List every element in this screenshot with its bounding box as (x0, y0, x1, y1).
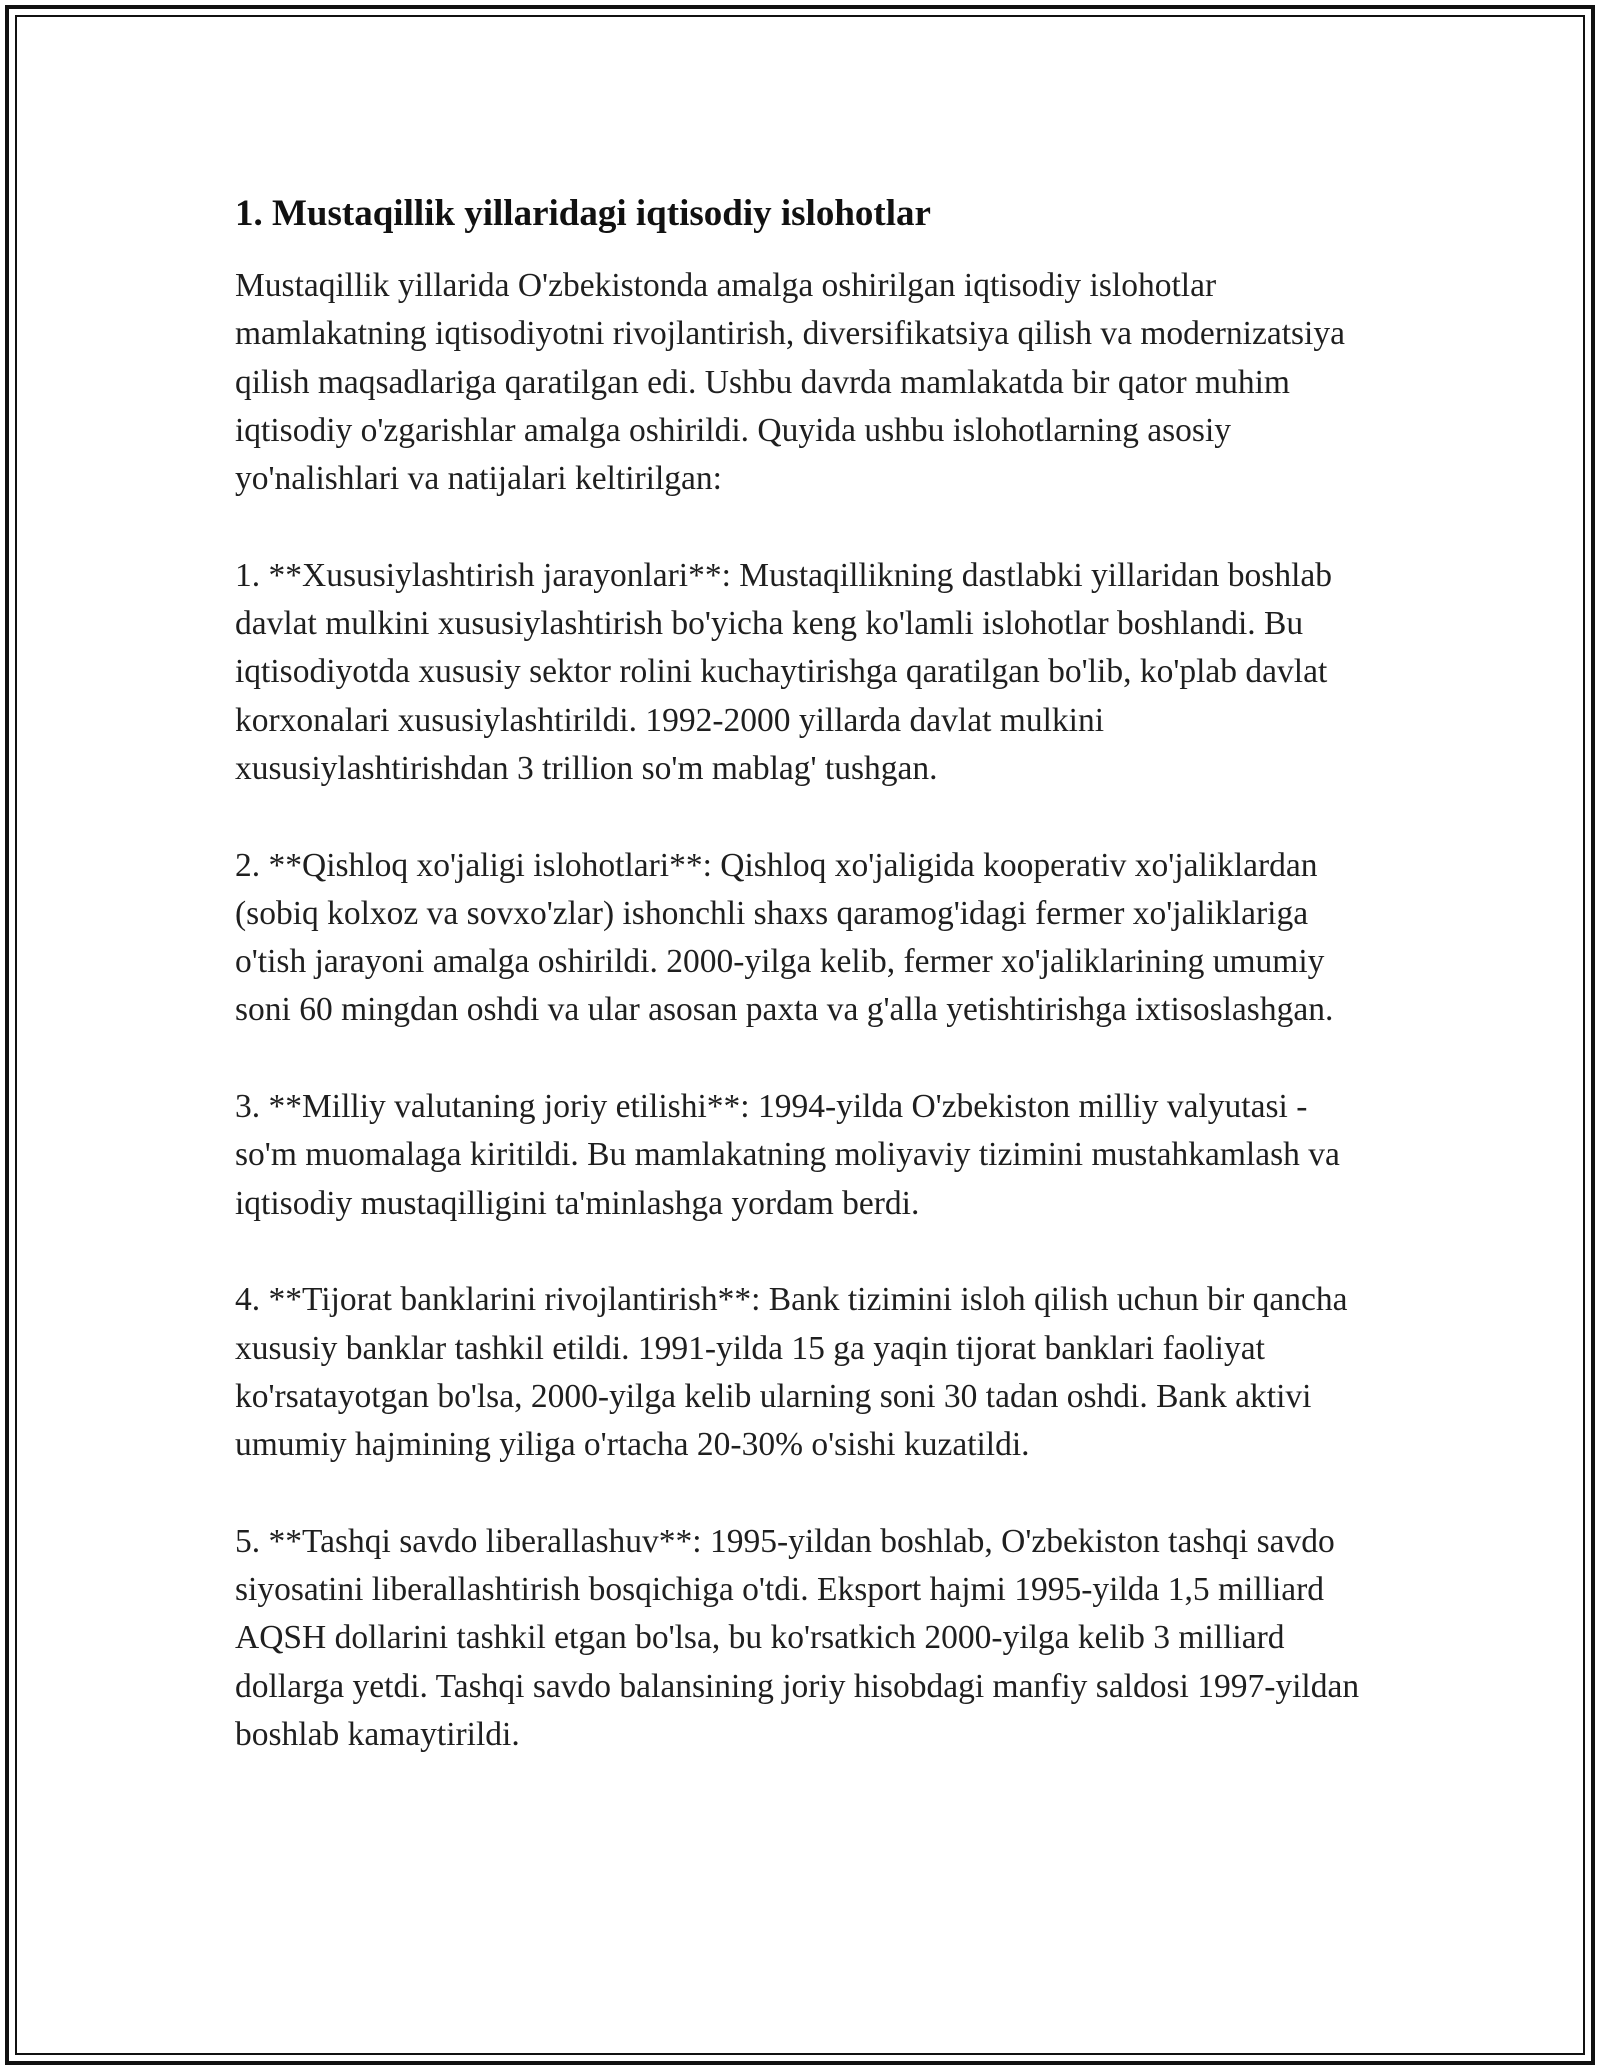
list-item-agriculture: 2. **Qishloq xo'jaligi islohotlari**: Qishloq xo'jaligida kooperativ xo'jaliklardan (sobiq kolxoz va sovxo'zlar) ishonchli shaxs qaramog'idagi fermer xo'jaliklariga o'tish jarayoni amalga oshirildi. 2000-yilga kelib, fermer xo'jaliklarining umumiy soni 60 mingdan oshdi va ular asosan paxta va g'alla yetishtirishga ixtisoslashgan. (235, 846, 1334, 1029)
list-item-foreign-trade: 5. **Tashqi savdo liberallashuv**: 1995-yildan boshlab, O'zbekiston tashqi savdo siyosatini liberallashtirish bosqichiga o'tdi. Eksport hajmi 1995-yilda 1,5 milliard AQSH dollarini tashkil etgan bo'lsa, bu ko'rsatkich 2000-yilga kelib 3 milliard dollarga yetdi. Tashqi savdo balansining joriy hisobdagi manfiy saldosi 1997-yildan boshlab kamaytirildi. (235, 1522, 1360, 1753)
section-heading: 1. Mustaqillik yillaridagi iqtisodiy islohotlar (235, 193, 931, 234)
list-item-privatization: 1. **Xususiylashtirish jarayonlari**: Mustaqillikning dastlabki yillaridan boshlab davlat mulkini xususiylashtirish bo'yicha keng ko'lamli islohotlar boshlandi. Bu iqtisodiyotda xususiy sektor rolini kuchaytirishga qaratilgan bo'lib, ko'plab davlat korxonalari xususiylashtirildi. 1992-2000 yillarda davlat mulkini xususiylashtirishdan 3 trillion so'm mablag' tushgan. (235, 556, 1332, 787)
intro-paragraph: Mustaqillik yillarida O'zbekistonda amalga oshirilgan iqtisodiy islohotlar mamlakatning iqtisodiyotni rivojlantirish, diversifikatsiya qilish va modernizatsiya qilish maqsadlariga qaratilgan edi. Ushbu davrda mamlakatda bir qator muhim iqtisodiy o'zgarishlar amalga oshirildi. Quyida ushbu islohotlarning asosiy yo'nalishlari va natijalari keltirilgan: (235, 267, 1345, 498)
document-body (235, 188, 1375, 1759)
list-item-commercial-banks: 4. **Tijorat banklarini rivojlantirish**: Bank tizimini isloh qilish uchun bir qancha xususiy banklar tashkil etildi. 1991-yilda 15 ga yaqin tijorat banklari faoliyat ko'rsatayotgan bo'lsa, 2000-yilga kelib ularning soni 30 tadan oshdi. Bank aktivi umumiy hajmining yiliga o'rtacha 20-30% o'sishi kuzatildi. (235, 1281, 1348, 1464)
list-item-national-currency: 3. **Milliy valutaning joriy etilishi**: 1994-yilda O'zbekiston milliy valyutasi - so'm muomalaga kiritildi. Bu mamlakatning moliyaviy tizimini mustahkamlash va iqtisodiy mustaqilligini ta'minlashga yordam berdi. (235, 1088, 1340, 1222)
